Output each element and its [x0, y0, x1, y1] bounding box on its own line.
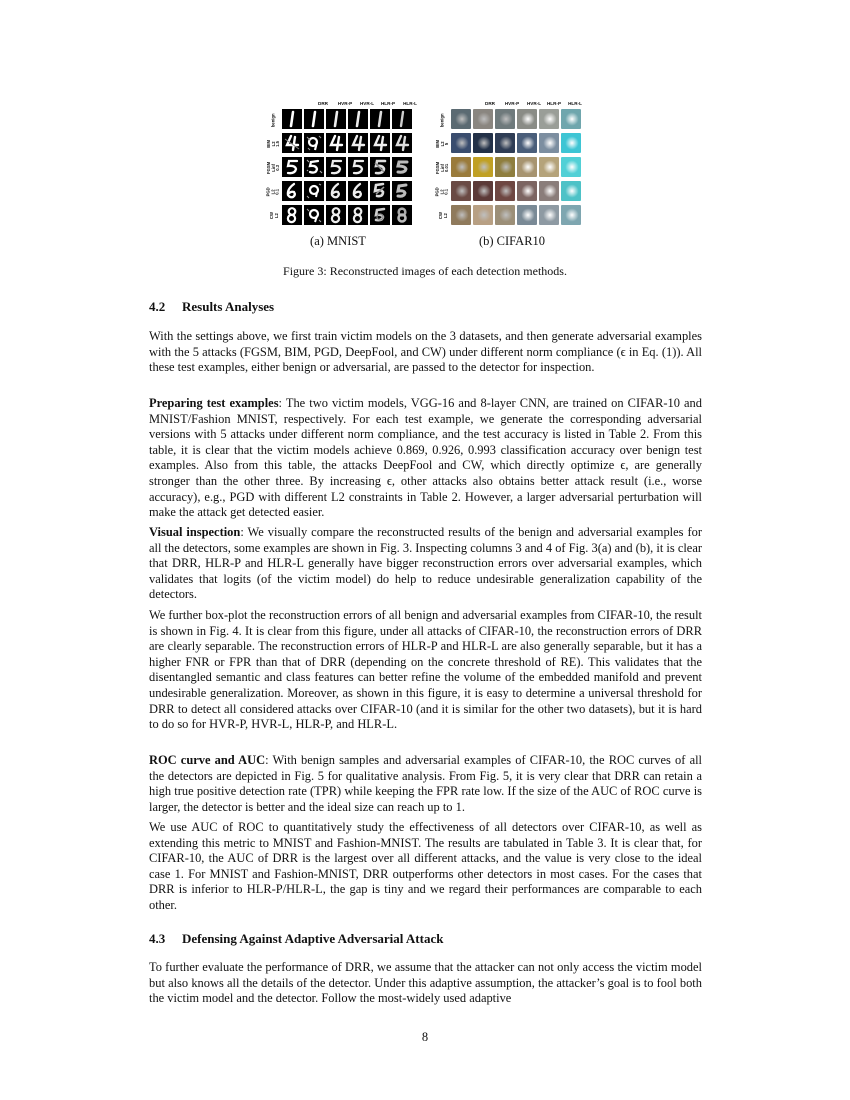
cifar-subcaption: (b) CIFAR10	[478, 234, 546, 248]
cifar-image-tile	[561, 157, 581, 177]
cifar-column-headers	[437, 101, 585, 109]
cifar-image-tile	[517, 133, 537, 153]
cifar-image-tile	[473, 181, 493, 201]
mnist-column-headers	[268, 101, 417, 109]
cifar-image-tile	[517, 181, 537, 201]
mnist-image-tile	[370, 205, 390, 225]
paragraph-lead: ROC curve and AUC	[149, 753, 266, 767]
cifar-image-tile	[517, 109, 537, 129]
section-heading-4-2	[149, 299, 274, 315]
mnist-image-tile	[392, 205, 412, 225]
mnist-image-tile	[282, 109, 302, 129]
cifar-image-tile	[495, 205, 515, 225]
mnist-image-tile	[326, 205, 346, 225]
cifar-row-cw	[437, 205, 587, 227]
mnist-image-tile	[304, 109, 324, 129]
cifar-row-label: benign	[439, 113, 445, 127]
mnist-col-header: HVR-P	[337, 101, 353, 106]
cifar-col-header: HLR-L	[568, 101, 582, 106]
cifar-row-label: BIM L2 5	[435, 140, 450, 148]
section-heading-4-3	[149, 931, 443, 947]
cifar-image-tile	[451, 133, 471, 153]
mnist-image-tile	[348, 133, 368, 153]
cifar-image-tile	[451, 109, 471, 129]
cifar-image-tile	[451, 157, 471, 177]
mnist-col-header: HVR-L	[359, 101, 375, 106]
cifar-image-tile	[451, 181, 471, 201]
cifar-row-label: FGSM Linf 0.01	[435, 161, 450, 175]
mnist-image-tile	[282, 133, 302, 153]
mnist-image-tile	[348, 181, 368, 201]
paragraph-auc-results: We use AUC of ROC to quantitatively study the effectiveness of all detectors over CIFAR-10, as well as extending this metric to MNIST and Fashion-MNIST. The results are tabulated in Table 3. It is clear that, for CIFAR-10, the AUC of DRR is the largest over all different attacks, and the value is very close to the ideal case 1. For MNIST and Fashion-MNIST, DRR outperforms other detectors in most cases. For the cases that DRR is inferior to HLR-P/HLR-L, the gap is tiny and we regard their performances are comparable to each other.	[149, 820, 702, 912]
mnist-image-tile	[282, 181, 302, 201]
mnist-image-tile	[392, 109, 412, 129]
mnist-image-tile	[370, 133, 390, 153]
mnist-row-fgsm	[268, 157, 418, 179]
mnist-image-tile	[370, 157, 390, 177]
cifar-image-tile	[561, 181, 581, 201]
mnist-image-tile	[326, 181, 346, 201]
mnist-row-bim	[268, 133, 418, 155]
cifar-row-benign	[437, 109, 587, 131]
mnist-image-tile	[326, 157, 346, 177]
mnist-image-tile	[392, 157, 412, 177]
cifar-col-header: HVR-L	[526, 101, 542, 106]
mnist-image-tile	[304, 133, 324, 153]
mnist-col-header: HLR-L	[403, 101, 417, 106]
mnist-image-tile	[304, 181, 324, 201]
cifar-image-tile	[539, 157, 559, 177]
mnist-image-tile	[326, 133, 346, 153]
cifar-row-pgd	[437, 181, 587, 203]
mnist-row-cw	[268, 205, 418, 227]
paragraph-intro: With the settings above, we first train victim models on the 3 datasets, and then generate adversarial examples with the 5 attacks (FGSM, BIM, PGD, DeepFool, and CW) under different norm compliance (ϵ in Eq. (1)). All these test examples, either benign or adversarial, are passed to the detector for inspection.	[149, 329, 702, 375]
mnist-row-pgd	[268, 181, 418, 203]
paragraph-adaptive-attack: To further evaluate the performance of DRR, we assume that the attacker can not only access the victim model but also knows all the details of the detector. Under this adaptive assumption, the attacker’s goal is to fool both the victim model and the detector. Follow the most-widely used adaptive	[149, 960, 702, 1006]
mnist-image-tile	[370, 109, 390, 129]
paragraph-visual-inspection: Visual inspection: We visually compare the reconstructed results of the benign and adversarial examples for all the detectors, some examples are shown in Fig. 3. Inspecting columns 3 and 4 of Fig. 3(a) and (b), it is clear that DRR, HLR-P and HLR-L generally have bigger reconstruction errors over adversarial examples, which validates that logits (of the victim model) do help to reduce undesirable generalization capability of the detectors.	[149, 525, 702, 602]
cifar-image-tile	[561, 133, 581, 153]
mnist-image-tile	[282, 157, 302, 177]
cifar-image-tile	[495, 133, 515, 153]
mnist-row-benign	[268, 109, 418, 131]
section-title: Defensing Against Adaptive Adversarial Attack	[182, 931, 444, 946]
paragraph-preparing-test-examples: Preparing test examples: The two victim models, VGG-16 and 8-layer CNN, are trained on CIFAR-10 and MNIST/Fashion MNIST, respectively. For each test example, we generate the corresponding adversarial versions with 5 attacks under different norm compliance, and the test accuracy is listed in Table 2. From this table, it is clear that the victim models achieve 0.869, 0.926, 0.993 classification accuracy over benign test examples. Also from this table, the attacks DeepFool and CW, which directly optimize ϵ, are generally stronger than the other three. By increasing ϵ, other attacks also obtains better attack result (i.e., worse accuracy), e.g., PGD with different L2 constraints in Table 2. However, a larger adversarial perturbation will make the attack get detected easier.	[149, 396, 702, 520]
page-number: 8	[421, 1030, 429, 1044]
mnist-image-tile	[392, 181, 412, 201]
cifar-row-fgsm	[437, 157, 587, 179]
cifar-image-tile	[473, 205, 493, 225]
mnist-image-tile	[370, 181, 390, 201]
cifar-col-header: HVR-P	[504, 101, 520, 106]
cifar-image-tile	[495, 109, 515, 129]
mnist-image-tile	[348, 205, 368, 225]
cifar-image-tile	[517, 157, 537, 177]
mnist-row-label: benign	[270, 113, 276, 127]
mnist-row-label: PGD L2 0.1	[266, 187, 281, 197]
mnist-col-header: DRR	[318, 101, 328, 106]
cifar-image-tile	[495, 181, 515, 201]
cifar-image-tile	[451, 205, 471, 225]
mnist-subcaption: (a) MNIST	[310, 234, 366, 248]
cifar-image-tile	[517, 205, 537, 225]
figure-caption: Figure 3: Reconstructed images of each detection methods.	[283, 264, 567, 278]
section-number: 4.3	[149, 931, 166, 946]
mnist-row-label: BIM L2 1.5	[266, 140, 281, 148]
mnist-row-label: CW L2	[268, 212, 278, 220]
cifar-image-tile	[473, 133, 493, 153]
cifar-image-tile	[561, 109, 581, 129]
cifar-image-tile	[539, 109, 559, 129]
section-title: Results Analyses	[182, 299, 275, 314]
cifar-row-label: PGD L2 0.1	[435, 187, 450, 197]
section-number: 4.2	[149, 299, 166, 314]
cifar-row-label: CW L2	[437, 212, 447, 220]
paragraph-box-plot: We further box-plot the reconstruction errors of all benign and adversarial examples from CIFAR-10, the result is shown in Fig. 4. It is clear from this figure, under all attacks of CIFAR-10, the reconstruction errors of DRR are clearly separable. The reconstruction errors of HLR-P and HLR-L are also generally separable, but it has a higher FNR or FPR than that of DRR (depending on the concrete threshold of RE). This validates that the disentangled semantic and class features can better refine the volume of the embedded manifold and prevent undesirable generalization. Moreover, as shown in this figure, it is easy to determine a universal threshold for DRR to detect all considered attacks over CIFAR-10 (and it is similar for the other two datasets), but it is hard to do so for HVR-P, HVR-L, HLR-P, and HLR-L.	[149, 608, 702, 732]
mnist-image-tile	[282, 205, 302, 225]
cifar-image-tile	[561, 205, 581, 225]
mnist-image-tile	[326, 109, 346, 129]
cifar-image-tile	[539, 181, 559, 201]
mnist-image-tile	[304, 205, 324, 225]
cifar-col-header: DRR	[485, 101, 495, 106]
mnist-image-tile	[348, 109, 368, 129]
mnist-col-header: HLR-P	[380, 101, 396, 106]
paragraph-roc-auc: ROC curve and AUC: With benign samples and adversarial examples of CIFAR-10, the ROC curves of all the detectors are depicted in Fig. 5 for qualitative analysis. From Fig. 5, it is very clear that DRR can retain a high true positive detection rate (TPR) while keeping the FPR rate low. If the size of the AUC of ROC curve is larger, the detector is better and the ideal size can reach up to 1.	[149, 753, 703, 814]
paragraph-lead: Visual inspection	[149, 525, 241, 539]
cifar-image-tile	[539, 133, 559, 153]
cifar-image-tile	[539, 205, 559, 225]
cifar-row-bim	[437, 133, 587, 155]
paragraph-lead: Preparing test examples	[149, 396, 279, 410]
mnist-image-tile	[348, 157, 368, 177]
cifar-image-tile	[473, 157, 493, 177]
mnist-row-label: FGSM Linf 0.3	[266, 161, 281, 175]
cifar-image-tile	[495, 157, 515, 177]
mnist-image-tile	[392, 133, 412, 153]
mnist-image-tile	[304, 157, 324, 177]
cifar-col-header: HLR-P	[546, 101, 562, 106]
cifar-image-tile	[473, 109, 493, 129]
